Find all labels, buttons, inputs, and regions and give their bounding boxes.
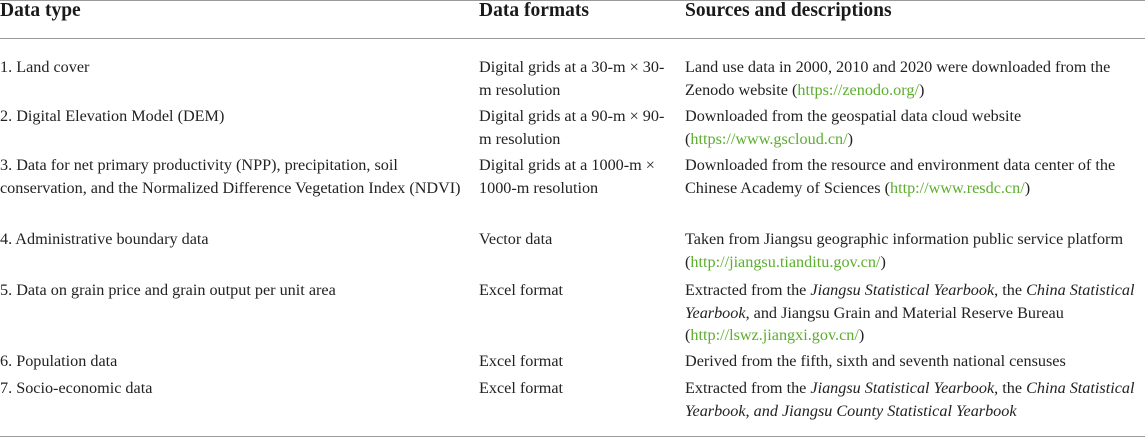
- data-format-cell: Digital grids at a 1000-m × 1000-m resolution: [479, 156, 655, 197]
- source-text: Downloaded from the geospatial data cloud website (: [685, 107, 1022, 148]
- source-text: ): [918, 80, 925, 99]
- data-format-cell: Excel format: [479, 281, 564, 299]
- source-cell: [685, 56, 1140, 101]
- source-text: , the: [994, 281, 1027, 299]
- source-title-italic: Jiangsu Statistical Yearbook: [810, 379, 995, 397]
- source-text: Land use data in 2000, 2010 and 2020 were downloaded from the Zenodo website (: [685, 58, 1111, 99]
- source-text: ): [880, 252, 886, 271]
- source-text: ): [858, 326, 865, 344]
- source-link[interactable]: http://www.resdc.cn/: [889, 178, 1025, 197]
- header-rule: [0, 38, 1145, 39]
- source-link[interactable]: https://www.gscloud.cn/: [690, 129, 848, 148]
- source-cell: [685, 279, 1140, 347]
- source-text: Extracted from the: [685, 379, 811, 397]
- data-type-cell: 7. Socio-economic data: [0, 379, 153, 397]
- source-cell: [685, 154, 1140, 199]
- source-text: , and Jiangsu Grain and Material Reserve Bureau (: [685, 303, 1064, 344]
- source-text: ): [1024, 178, 1031, 197]
- source-title-italic: Jiangsu Statistical Yearbook: [810, 281, 995, 299]
- source-text: Taken from Jiangsu geographic information public service platform (: [685, 230, 1124, 271]
- source-cell: [685, 377, 1140, 422]
- data-type-cell: 5. Data on grain price and grain output per unit area: [0, 281, 336, 299]
- source-link[interactable]: http://jiangsu.tianditu.gov.cn/: [690, 252, 881, 271]
- source-cell: [685, 105, 1140, 150]
- data-format-cell: Excel format: [479, 352, 564, 370]
- source-text: Downloaded from the resource and environment data center of the Chinese Academy of Sciences (: [685, 156, 1116, 197]
- source-link[interactable]: http://lswz.jiangxi.gov.cn/: [690, 326, 859, 344]
- source-title-italic: China Statistical Yearbook, and Jiangsu County Statistical Yearbook: [685, 379, 1135, 420]
- header-sources: Sources and descriptions: [685, 0, 892, 21]
- source-cell: [685, 228, 1140, 273]
- header-data-formats: Data formats: [479, 0, 589, 21]
- header-data-type: Data type: [0, 0, 81, 21]
- source-text: , the: [994, 379, 1027, 397]
- data-type-cell: 1. Land cover: [0, 58, 90, 76]
- source-text: Derived from the fifth, sixth and seventh national censuses: [685, 352, 1066, 370]
- source-cell: [685, 350, 1140, 373]
- data-type-cell: 2. Digital Elevation Model (DEM): [0, 107, 225, 125]
- data-type-cell: 6. Population data: [0, 352, 118, 370]
- data-type-cell: 3. Data for net primary productivity (NPP), precipitation, soil conservation, and the Normalized Difference Vegetation Index (NDVI): [0, 156, 461, 197]
- source-text: Extracted from the: [685, 281, 811, 299]
- data-format-cell: Excel format: [479, 379, 564, 397]
- data-format-cell: Vector data: [479, 230, 553, 248]
- source-title-italic: China Statistical Yearbook: [685, 281, 1135, 322]
- data-format-cell: Digital grids at a 30-m × 30-m resolution: [479, 58, 665, 99]
- bottom-rule: [0, 436, 1145, 437]
- data-format-cell: Digital grids at a 90-m × 90-m resolution: [479, 107, 665, 148]
- source-text: ): [847, 129, 853, 148]
- source-link[interactable]: https://zenodo.org/: [797, 80, 919, 99]
- data-type-cell: 4. Administrative boundary data: [0, 230, 209, 248]
